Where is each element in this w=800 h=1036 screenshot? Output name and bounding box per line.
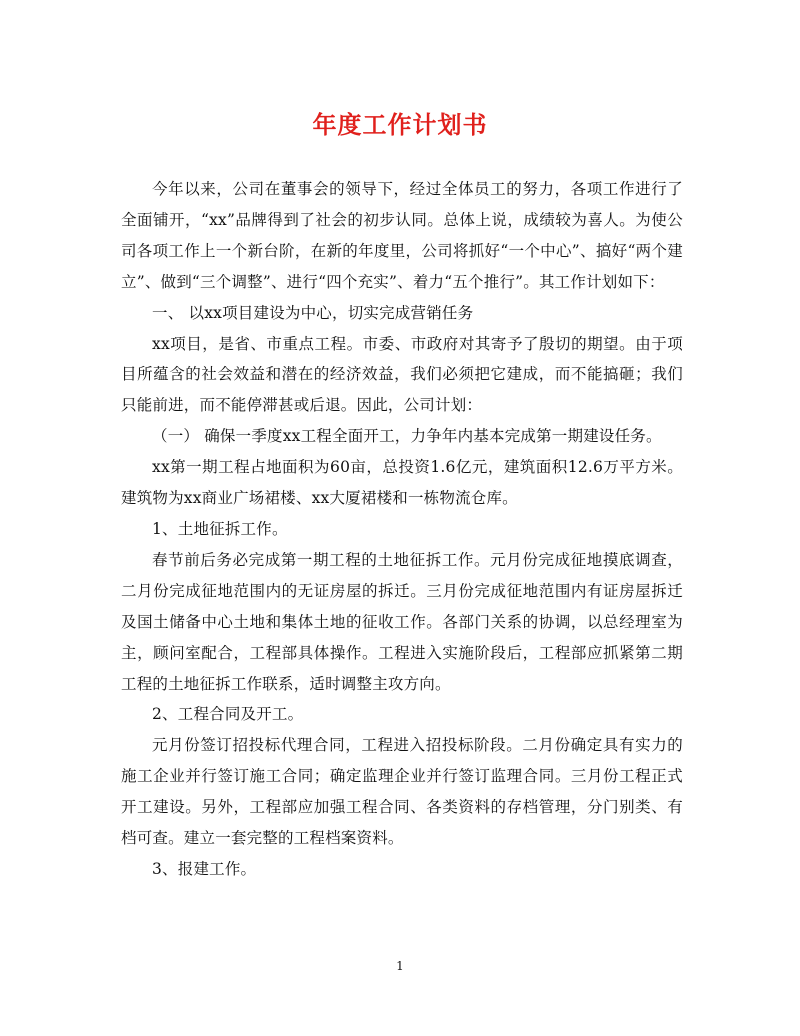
document-body [121, 174, 683, 885]
paragraph-contract: 元月份签订招投标代理合同，工程进入招投标阶段。二月份确定具有实力的施工企业并行签订施工合同；确定监理企业并行签订监理合同。三月份工程正式开工建设。另外，工程部应加强工程合同、各类资料的存档管理，分门别类、有档可查。建立一套完整的工程档案资料。 [121, 736, 683, 848]
paragraph-project: xx项目，是省、市重点工程。市委、市政府对其寄予了殷切的期望。由于项目所蕴含的社会效益和潜在的经济效益，我们必须把它建成，而不能搞砸；我们只能前进，而不能停滞甚或后退。因此，公司计划： [121, 334, 683, 415]
heading-item-3: 3、报建工作。 [152, 859, 257, 878]
paragraph-phase-one: xx第一期工程占地面积为60亩，总投资1.6亿元，建筑面积12.6万平方米。建筑物为xx商业广场裙楼、xx大厦裙楼和一栋物流仓库。 [121, 458, 683, 508]
heading-item-2: 2、工程合同及开工。 [152, 705, 304, 724]
heading-section-1: 一、 以xx项目建设为中心，切实完成营销任务 [152, 303, 474, 322]
heading-item-1: 1、土地征拆工作。 [152, 519, 288, 538]
paragraph-intro: 今年以来，公司在董事会的领导下，经过全体员工的努力，各项工作进行了全面铺开，“xx”品牌得到了社会的初步认同。总体上说，成绩较为喜人。为使公司各项工作上一个新台阶，在新的年度里，公司将抓好“一个中心”、搞好“两个建立”、做到“三个调整”、进行“四个充实”、着力“五个推行”。其工作计划如下： [121, 180, 683, 291]
page-number: 1 [396, 959, 404, 973]
heading-subsection-1: （一） 确保一季度xx工程全面开工，力争年内基本完成第一期建设任务。 [152, 427, 662, 446]
paragraph-land: 春节前后务必完成第一期工程的土地征拆工作。元月份完成征地摸底调查，二月份完成征地范围内的无证房屋的拆迁。三月份完成征地范围内有证房屋拆迁及国土储备中心土地和集体土地的征收工作。各部门关系的协调，以总经理室为主，顾问室配合，工程部具体操作。工程进入实施阶段后，工程部应抓紧第二期工程的土地征拆工作联系，适时调整主攻方向。 [121, 550, 683, 693]
document-title: 年度工作计划书 [312, 110, 488, 139]
